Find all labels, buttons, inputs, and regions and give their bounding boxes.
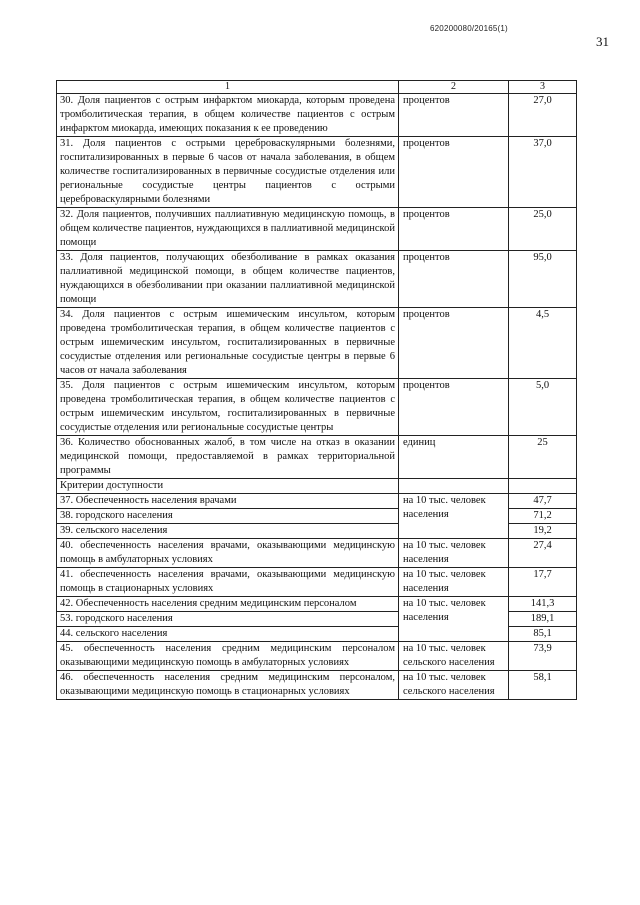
indicator-value: 27,0	[509, 94, 577, 137]
indicator-unit: на 10 тыс. человек населения	[399, 494, 509, 539]
indicator-label: 42. Обеспеченность населения средним медицинским персоналом	[57, 597, 399, 612]
indicator-label: 36. Количество обоснованных жалоб, в том числе на отказ в оказании медицинской помощи, предоставляемой в рамках территориальной программы	[57, 436, 399, 479]
indicator-label: 32. Доля пациентов, получивших паллиативную медицинскую помощь, в общем количестве пациентов, нуждающихся в паллиативной медицинской помощи	[57, 208, 399, 251]
indicator-label: 44. сельского населения	[57, 627, 399, 642]
indicator-unit: процентов	[399, 208, 509, 251]
empty-cell	[399, 479, 509, 494]
table-row	[57, 94, 577, 137]
indicator-value: 95,0	[509, 251, 577, 308]
indicator-label: 30. Доля пациентов с острым инфарктом миокарда, которым проведена тромболитическая терапия, в общем количестве пациентов с острым инфарктом миокарда, имеющих показания к ее проведению	[57, 94, 399, 137]
indicator-unit: процентов	[399, 308, 509, 379]
indicator-value: 71,2	[509, 509, 577, 524]
indicator-unit: на 10 тыс. человек населения	[399, 597, 509, 642]
indicator-value: 25	[509, 436, 577, 479]
table-header-row	[57, 81, 577, 94]
table-row	[57, 251, 577, 308]
indicator-unit: на 10 тыс. человек населения	[399, 568, 509, 597]
indicator-unit: процентов	[399, 137, 509, 208]
indicator-label: 35. Доля пациентов с острым ишемическим инсультом, которым проведена тромболитическая терапия, в общем количестве пациентов с острым ишемическим инсультом, госпитализированных в первичные сосудистые отделения или региональные сосудистые центры	[57, 379, 399, 436]
indicator-label: 38. городского населения	[57, 509, 399, 524]
table-row	[57, 671, 577, 700]
indicator-label: 34. Доля пациентов с острым ишемическим инсультом, которым проведена тромболитическая терапия, в общем количестве пациентов с острым ишемическим инсультом, госпитализированных в первичные сосудистые отделения или региональные сосудистые центры в первые 6 часов от начала заболевания	[57, 308, 399, 379]
table-row	[57, 208, 577, 251]
indicator-value: 4,5	[509, 308, 577, 379]
indicator-label: 41. обеспеченность населения врачами, оказывающими медицинскую помощь в стационарных условиях	[57, 568, 399, 597]
indicator-value: 141,3	[509, 597, 577, 612]
table-row	[57, 597, 577, 612]
table-row	[57, 494, 577, 509]
table-row	[57, 539, 577, 568]
indicator-value: 5,0	[509, 379, 577, 436]
indicator-value: 27,4	[509, 539, 577, 568]
table-row	[57, 137, 577, 208]
indicator-unit: процентов	[399, 379, 509, 436]
indicator-unit: на 10 тыс. человек сельского населения	[399, 642, 509, 671]
table-row	[57, 642, 577, 671]
indicator-label: 53. городского населения	[57, 612, 399, 627]
table-row	[57, 308, 577, 379]
column-header-2: 2	[399, 81, 509, 94]
indicator-unit: процентов	[399, 94, 509, 137]
indicator-label: 45. обеспеченность населения средним медицинским персоналом оказывающими медицинскую помощь в амбулаторных условиях	[57, 642, 399, 671]
page-number: 31	[596, 34, 609, 49]
indicator-label: 40. обеспеченность населения врачами, оказывающими медицинскую помощь в амбулаторных условиях	[57, 539, 399, 568]
section-row	[57, 479, 577, 494]
indicator-value: 47,7	[509, 494, 577, 509]
indicator-value: 17,7	[509, 568, 577, 597]
indicator-label: 37. Обеспеченность населения врачами	[57, 494, 399, 509]
indicator-unit: на 10 тыс. человек сельского населения	[399, 671, 509, 700]
table-row	[57, 436, 577, 479]
indicator-label: 46. обеспеченность населения средним медицинским персоналом, оказывающими медицинскую помощь в стационарных условиях	[57, 671, 399, 700]
table-row	[57, 568, 577, 597]
column-header-3: 3	[509, 81, 577, 94]
indicator-value: 37,0	[509, 137, 577, 208]
indicator-value: 73,9	[509, 642, 577, 671]
indicator-label: 39. сельского населения	[57, 524, 399, 539]
indicator-value: 85,1	[509, 627, 577, 642]
indicator-unit: на 10 тыс. человек населения	[399, 539, 509, 568]
indicator-label: 31. Доля пациентов с острыми цереброваскулярными болезнями, госпитализированных в первые 6 часов от начала заболевания, в общем количестве госпитализированных в первичные сосудистые отделения или региональные сосудистые центры пациентов с острыми цереброваскулярными болезнями	[57, 137, 399, 208]
indicator-value: 189,1	[509, 612, 577, 627]
document-code: 620200080/20165(1)	[430, 24, 508, 33]
empty-cell	[509, 479, 577, 494]
table-row	[57, 379, 577, 436]
section-title: Критерии доступности	[57, 479, 399, 494]
indicator-value: 19,2	[509, 524, 577, 539]
indicator-unit: единиц	[399, 436, 509, 479]
indicator-value: 25,0	[509, 208, 577, 251]
criteria-table	[56, 80, 577, 700]
indicator-unit: процентов	[399, 251, 509, 308]
indicator-value: 58,1	[509, 671, 577, 700]
indicator-label: 33. Доля пациентов, получающих обезболивание в рамках оказания паллиативной медицинской помощи, в общем количестве пациентов, нуждающихся в обезболивании при оказании паллиативной медицинской помощи	[57, 251, 399, 308]
column-header-1: 1	[57, 81, 399, 94]
